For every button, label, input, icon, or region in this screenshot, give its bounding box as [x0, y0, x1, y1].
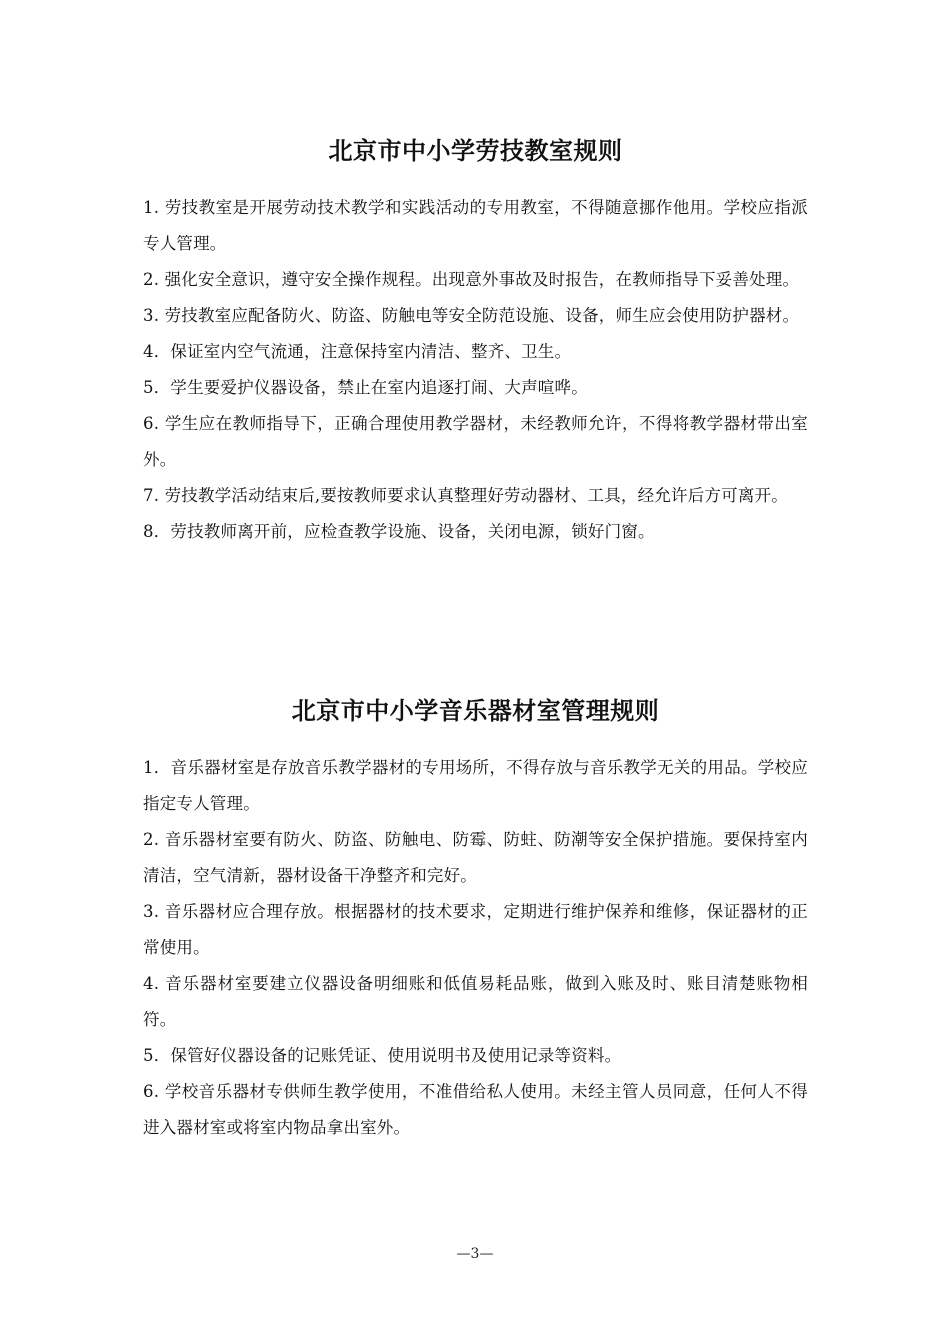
- rule-item: 5．保管好仪器设备的记账凭证、使用说明书及使用记录等资料。: [143, 1046, 622, 1065]
- rule-item: 1. 劳技教室是开展劳动技术教学和实践活动的专用教室，不得随意挪作他用。学校应指派专人管理。: [143, 198, 808, 253]
- rule-item: 7. 劳技教学活动结束后,要按教师要求认真整理好劳动器材、工具，经允许后方可离开。: [143, 486, 788, 505]
- rule-item: 6. 学校音乐器材专供师生教学使用，不准借给私人使用。未经主管人员同意，任何人不得进入器材室或将室内物品拿出室外。: [143, 1082, 808, 1137]
- section-labor-classroom: [143, 132, 808, 550]
- rule-item: 3. 劳技教室应配备防火、防盗、防触电等安全防范设施、设备，师生应会使用防护器材。: [143, 306, 800, 325]
- rule-item: 4．保证室内空气流通，注意保持室内清洁、整齐、卫生。: [143, 342, 572, 361]
- rule-item: 3. 音乐器材应合理存放。根据器材的技术要求，定期进行维护保养和维修，保证器材的正常使用。: [143, 902, 808, 957]
- section-music-equipment-room: [143, 692, 808, 1146]
- section-title: 北京市中小学劳技教室规则: [328, 137, 623, 165]
- rule-item: 1．音乐器材室是存放音乐教学器材的专用场所，不得存放与音乐教学无关的用品。学校应指定专人管理。: [143, 758, 808, 813]
- rule-item: 8．劳技教师离开前，应检查教学设施、设备，关闭电源，锁好门窗。: [143, 522, 655, 541]
- rule-item: 6. 学生应在教师指导下，正确合理使用教学器材，未经教师允许，不得将教学器材带出室外。: [143, 414, 808, 469]
- rule-item: 4. 音乐器材室要建立仪器设备明细账和低值易耗品账，做到入账及时、账目清楚账物相符。: [143, 974, 808, 1029]
- page-number: —3—: [456, 1246, 494, 1262]
- rule-item: 5．学生要爱护仪器设备，禁止在室内追逐打闹、大声喧哗。: [143, 378, 588, 397]
- rule-item: 2. 音乐器材室要有防火、防盗、防触电、防霉、防蛀、防潮等安全保护措施。要保持室内清洁，空气清新，器材设备干净整齐和完好。: [143, 830, 808, 885]
- rule-item: 2. 强化安全意识，遵守安全操作规程。出现意外事故及时报告，在教师指导下妥善处理。: [143, 270, 800, 289]
- section-title: 北京市中小学音乐器材室管理规则: [291, 697, 660, 725]
